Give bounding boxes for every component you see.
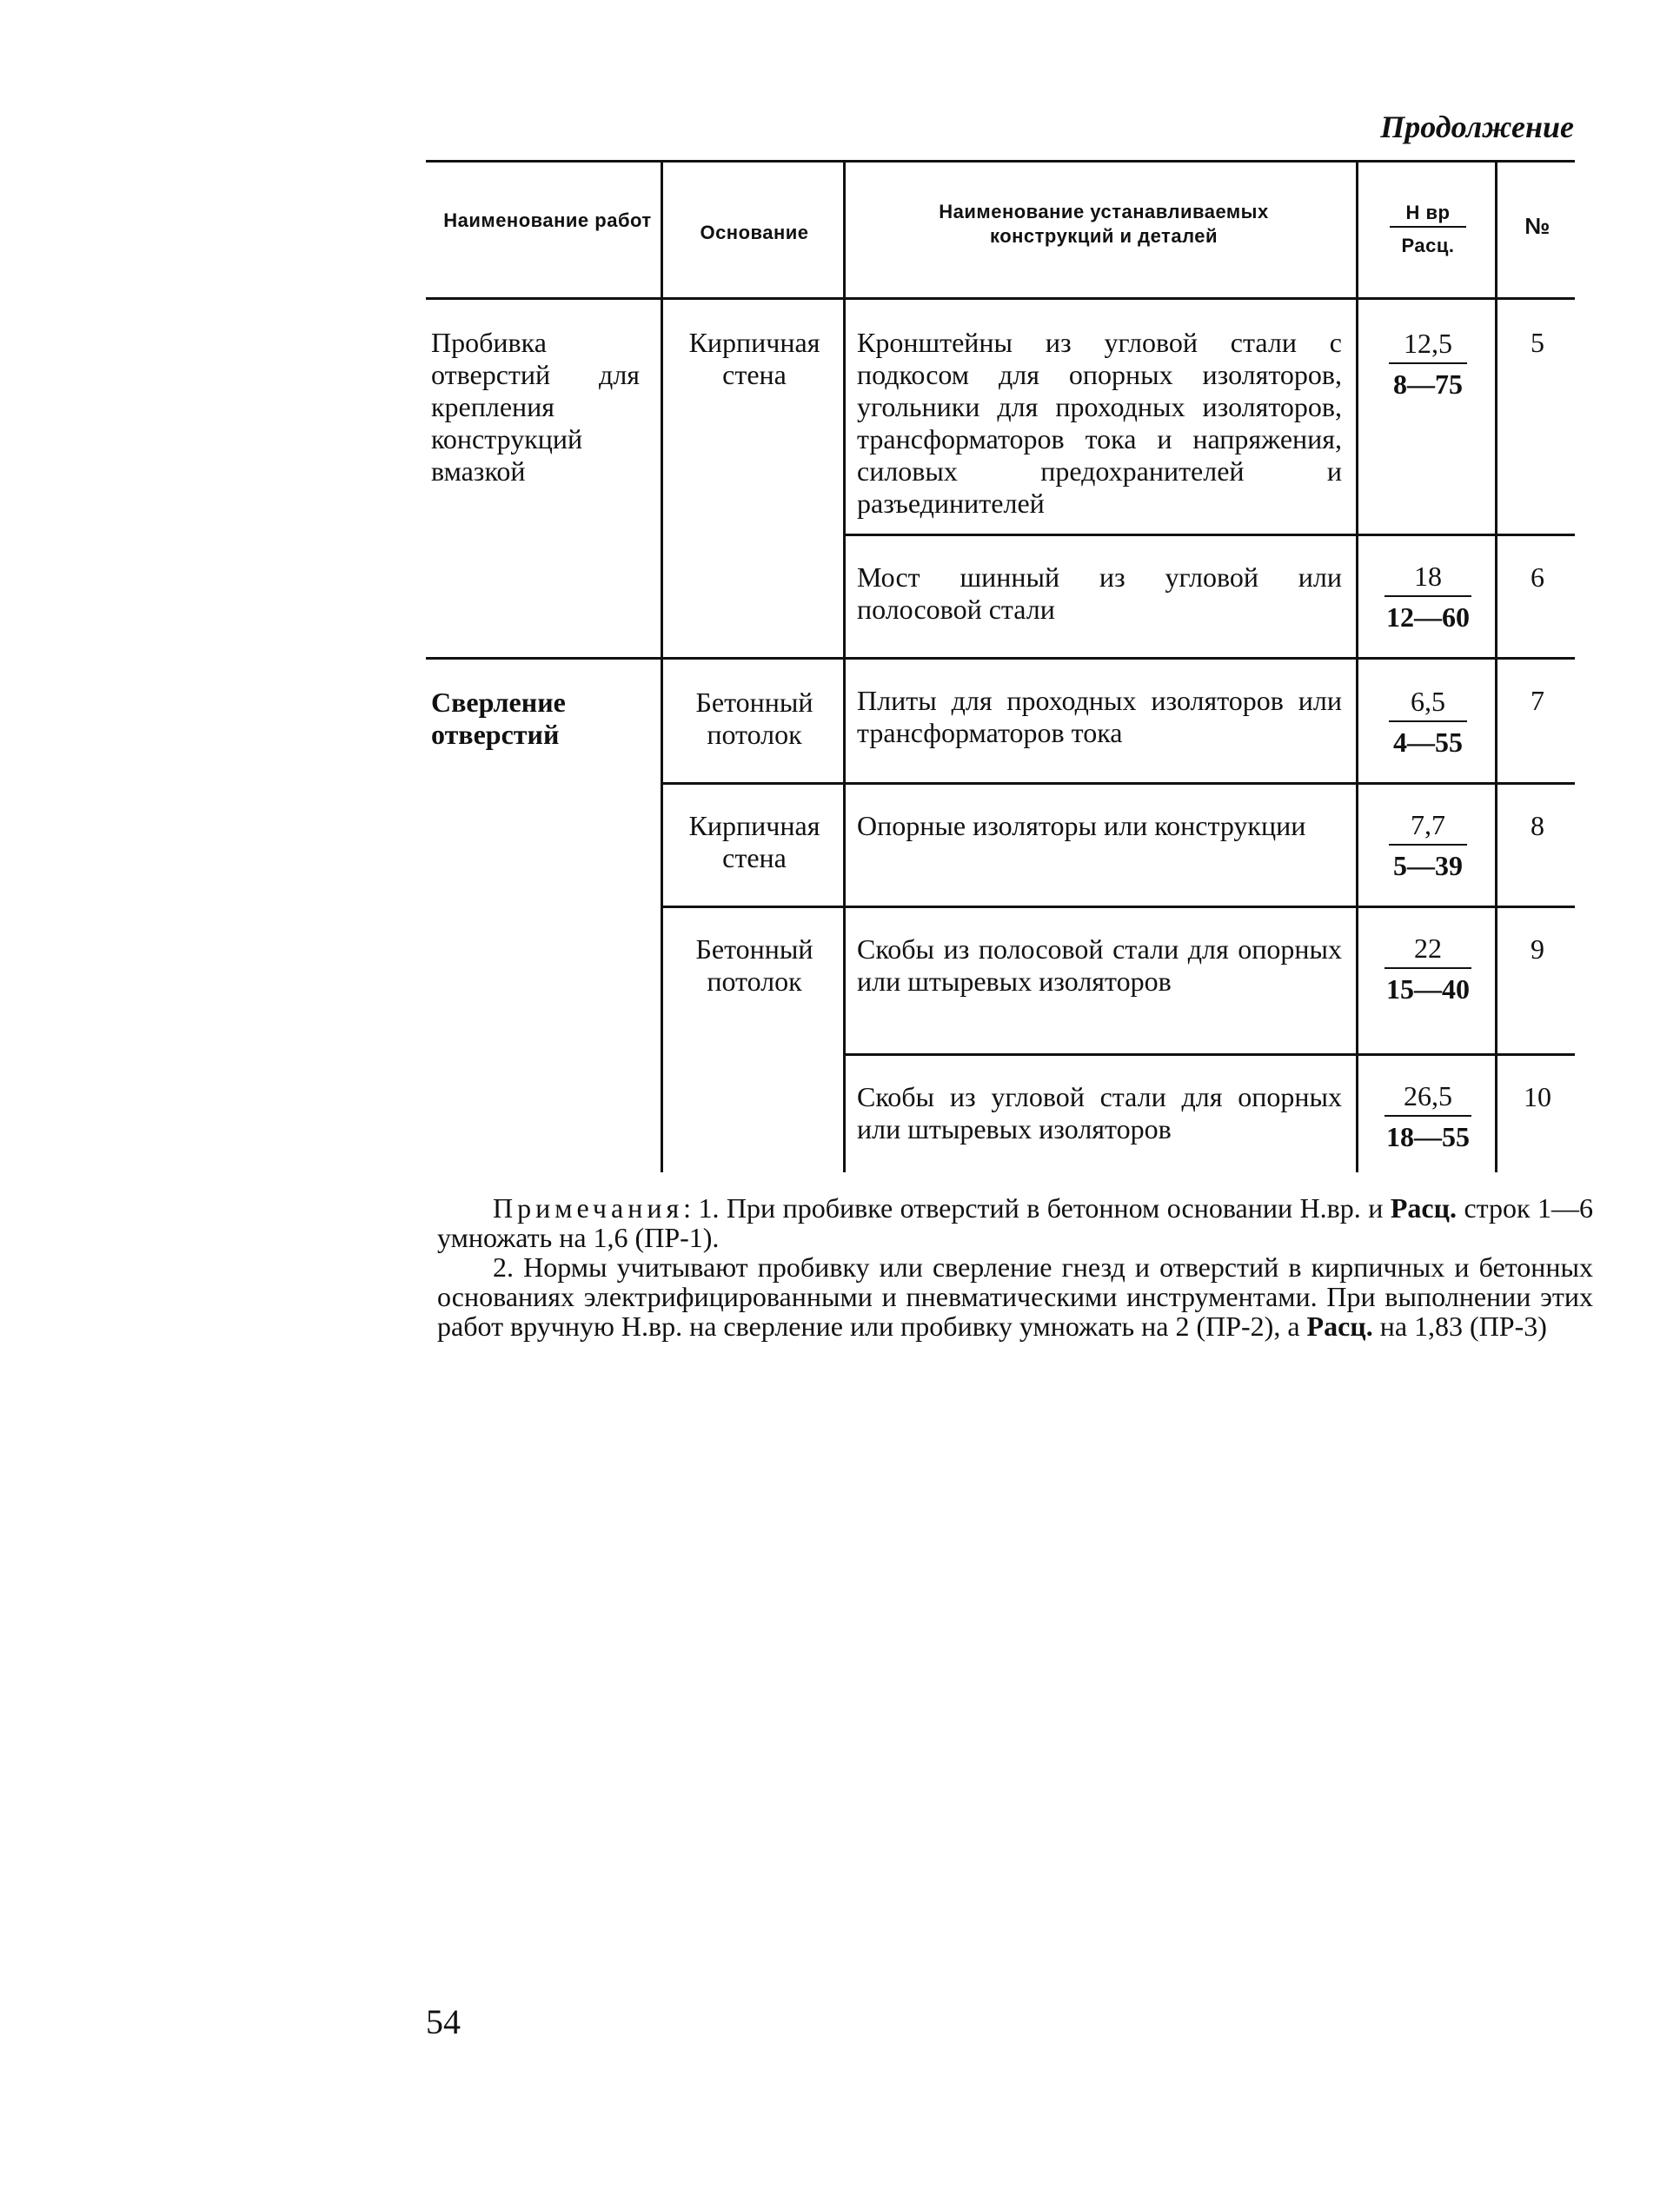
base-cell: Бетонный потолок [695, 933, 813, 997]
rate-value: 5—39 [1393, 850, 1463, 881]
notes [437, 1193, 1593, 1341]
row-number: 8 [1531, 810, 1544, 841]
group-divider [426, 657, 1575, 660]
page-number: 54 [426, 2002, 461, 2041]
table-top-rule [426, 160, 1575, 163]
norm-rate-cell [1365, 932, 1491, 1005]
header-base: Основание [700, 222, 809, 243]
row-number: 7 [1531, 685, 1544, 716]
header-norm-top: Н вр [1390, 200, 1466, 228]
item-cell: Скобы из угловой стали для опорных или штыревых изоляторов [857, 1081, 1342, 1145]
norm-value: 18 [1385, 560, 1471, 597]
row-divider [843, 534, 1575, 536]
norm-value: 22 [1385, 932, 1471, 969]
item-cell: Мост шинный из угловой или полосовой стали [857, 561, 1342, 625]
row-divider [661, 906, 1575, 908]
note-1: Примечания: 1. При пробивке отверстий в бетонном основании Н.вр. и Расц. строк 1—6 умножать на 1,6 (ПР-1). [437, 1192, 1594, 1253]
norm-rate-cell [1365, 1079, 1491, 1153]
norm-rate-cell [1365, 685, 1491, 759]
work-cell: Пробивка отверстий для крепления конструкций вмазкой [431, 327, 640, 487]
norms-table [426, 160, 1575, 1172]
norm-value: 6,5 [1389, 685, 1467, 722]
rate-value: 15—40 [1386, 973, 1470, 1005]
header-norm [1365, 200, 1491, 259]
row-number: 9 [1531, 933, 1544, 965]
col-divider [1356, 160, 1358, 1172]
row-divider [843, 1053, 1575, 1056]
col-divider [1495, 160, 1497, 1172]
norm-value: 7,7 [1389, 808, 1467, 846]
item-cell: Скобы из полосовой стали для опорных или штыревых изоляторов [857, 933, 1342, 997]
row-number: 5 [1531, 327, 1544, 358]
base-cell: Бетонный потолок [695, 687, 813, 750]
norm-rate-cell [1365, 560, 1491, 634]
continuation-label: Продолжение [1380, 109, 1574, 144]
rate-value: 18—55 [1386, 1121, 1470, 1152]
item-cell: Опорные изоляторы или конструкции [857, 810, 1306, 841]
rate-value: 8—75 [1393, 368, 1463, 400]
norm-value: 12,5 [1389, 327, 1467, 364]
notes-label: Примечания [493, 1192, 684, 1224]
norm-rate-cell [1365, 808, 1491, 882]
base-cell: Кирпичная стена [688, 810, 820, 873]
row-number: 6 [1531, 561, 1544, 593]
norm-value: 26,5 [1385, 1079, 1471, 1117]
note-2: 2. Нормы учитывают пробивку или сверление гнезд и отверстий в кирпичных и бетонных основаниях электрифицированными и пневматическими инструментами. При выполнении этих работ вручную Н.вр. на сверление или пробивку умножать на 2 (ПР-2), а Расц. на 1,83 (ПР-3) [437, 1251, 1593, 1342]
col-divider [843, 160, 846, 1172]
base-cell: Кирпичная стена [688, 327, 820, 390]
norm-rate-cell [1365, 327, 1491, 401]
item-cell: Кронштейны из угловой стали с подкосом для опорных изоляторов, угольники для проходных изоляторов, трансформаторов тока и напряжения, силовых предохранителей и разъединителей [857, 327, 1342, 519]
header-work: Наименование работ [443, 209, 652, 231]
item-cell: Плиты для проходных изоляторов или трансформаторов тока [857, 685, 1342, 748]
work-cell: Сверление отверстий [431, 687, 566, 750]
row-number: 10 [1524, 1081, 1551, 1112]
rate-value: 4—55 [1393, 727, 1463, 758]
header-num: № [1524, 213, 1551, 239]
header-items: Наименование устанавливаемых конструкций и деталей [939, 201, 1269, 247]
rate-value: 12—60 [1386, 601, 1470, 633]
col-divider [661, 160, 663, 1172]
header-norm-bottom: Расц. [1401, 235, 1455, 256]
header-bottom-rule [426, 297, 1575, 300]
row-divider [661, 782, 1575, 785]
